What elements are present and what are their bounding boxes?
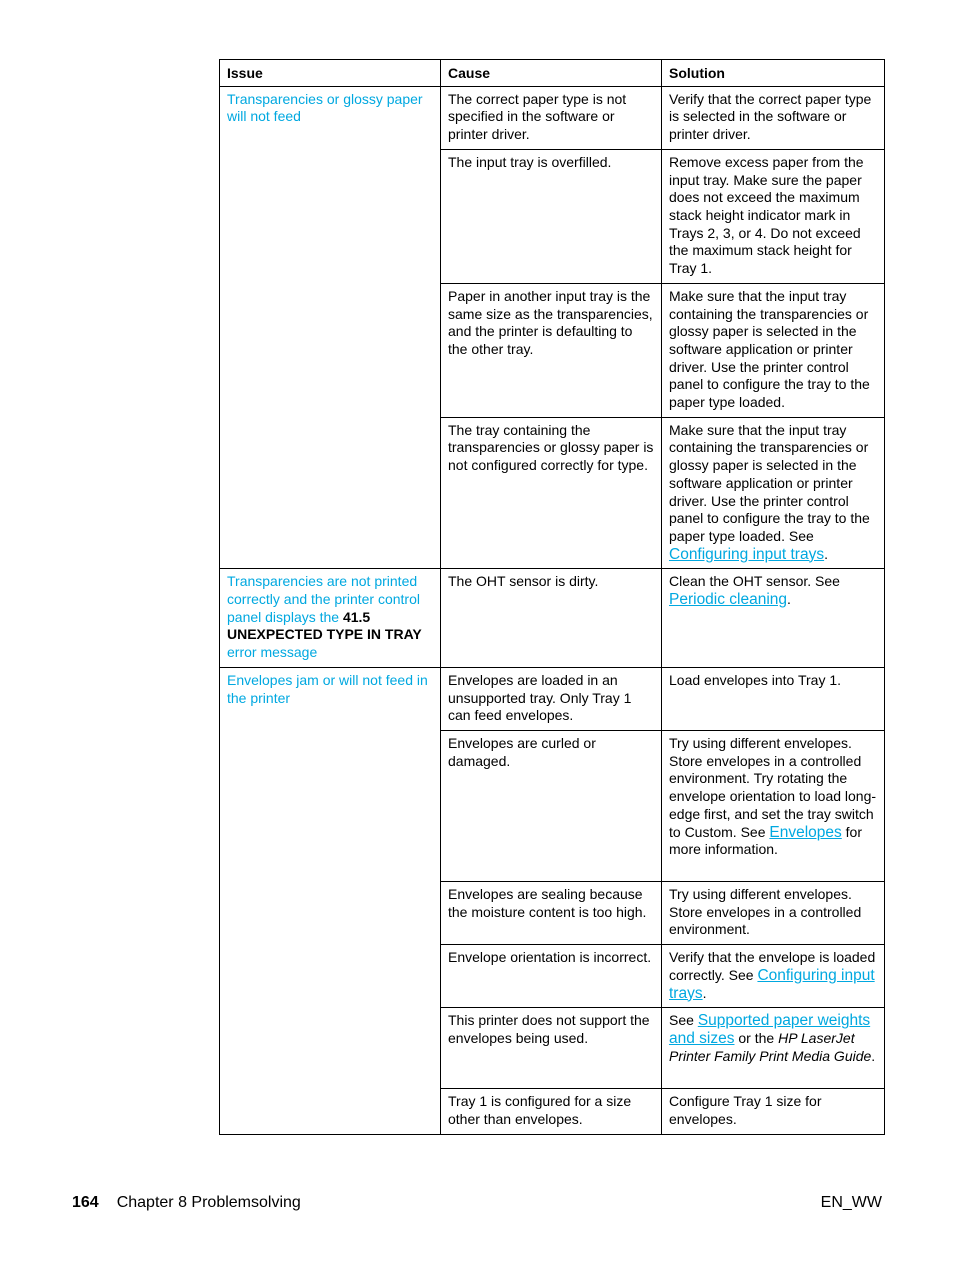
page-footer-left: [72, 1194, 301, 1212]
cause-cell: This printer does not support the envelopes being used.: [441, 1008, 662, 1089]
cause-cell: The OHT sensor is dirty.: [441, 569, 662, 668]
cause-cell: Envelope orientation is incorrect.: [441, 945, 662, 1008]
solution-cell: [662, 569, 885, 668]
solution-cell: [662, 730, 885, 881]
solution-cell: [662, 945, 885, 1008]
header-issue: Issue: [220, 60, 441, 87]
solution-text: for more information.: [669, 823, 863, 858]
solution-text: .: [871, 1047, 876, 1064]
solution-cell: Configure Tray 1 size for envelopes.: [662, 1089, 885, 1134]
solution-text: Clean the OHT sensor. See: [669, 573, 840, 590]
issue-cell[interactable]: Envelopes jam or will not feed in the printer: [220, 667, 441, 1134]
cause-cell: Envelopes are sealing because the moisture content is too high.: [441, 881, 662, 944]
solution-text: or the: [734, 1029, 779, 1046]
solution-text: Try using different envelopes. Store envelopes in a controlled environment. Try rotating the envelope orientation to load long-edge first, and set the tray switch to Custom. See: [669, 734, 877, 840]
configuring-input-trays-link[interactable]: Configuring input trays: [669, 545, 825, 563]
cause-cell: The tray containing the transparencies or glossy paper is not configured correctly for type.: [441, 417, 662, 569]
table-row: [220, 569, 885, 668]
solution-text: .: [787, 591, 791, 608]
supported-paper-weights-link[interactable]: Supported paper weights and sizes: [669, 1012, 871, 1047]
solution-text: See: [669, 1012, 698, 1029]
solution-text: Verify that the envelope is loaded correctly. See: [669, 949, 876, 983]
troubleshooting-table: [219, 59, 885, 1135]
configuring-input-trays-link[interactable]: Configuring input trays: [669, 966, 875, 1002]
issue-text: error message: [227, 644, 318, 661]
solution-cell: [662, 417, 885, 569]
envelopes-link[interactable]: Envelopes: [769, 823, 842, 841]
header-solution: Solution: [662, 60, 885, 87]
solution-cell: Make sure that the input tray containing the transparencies or glossy paper is selected in the software application or printer driver. Use the printer control panel to configure the tray to the paper type loaded.: [662, 283, 885, 417]
issue-cell[interactable]: [220, 569, 441, 668]
issue-text: Transparencies are not printed correctly and the printer control panel displays the: [227, 573, 420, 625]
solution-cell: [662, 1008, 885, 1089]
solution-cell: Verify that the correct paper type is selected in the software or printer driver.: [662, 86, 885, 149]
cause-cell: Tray 1 is configured for a size other than envelopes.: [441, 1089, 662, 1134]
page-footer-right: EN_WW: [820, 1194, 882, 1211]
table-header-row: [220, 60, 885, 87]
periodic-cleaning-link[interactable]: Periodic cleaning: [669, 591, 788, 609]
error-code: 41.5 UNEXPECTED TYPE IN TRAY: [227, 608, 422, 643]
table-row: [220, 667, 885, 730]
solution-text: .: [824, 545, 828, 562]
cause-cell: The input tray is overfilled.: [441, 149, 662, 283]
cause-cell: Envelopes are loaded in an unsupported tray. Only Tray 1 can feed envelopes.: [441, 667, 662, 730]
cause-cell: Envelopes are curled or damaged.: [441, 730, 662, 881]
solution-text: Make sure that the input tray containing the transparencies or glossy paper is selected in the software application or printer driver. Use the printer control panel to configure the tray to the paper type loaded. See: [669, 421, 870, 544]
cause-cell: Paper in another input tray is the same size as the transparencies, and the printer is defaulting to the other tray.: [441, 283, 662, 417]
solution-cell: Remove excess paper from the input tray. Make sure the paper does not exceed the maximum stack height indicator mark in Trays 2, 3, or 4. Do not exceed the maximum stack height for Tray 1.: [662, 149, 885, 283]
header-cause: Cause: [441, 60, 662, 87]
solution-cell: Load envelopes into Tray 1.: [662, 667, 885, 730]
solution-cell: Try using different envelopes. Store envelopes in a controlled environment.: [662, 881, 885, 944]
cause-cell: The correct paper type is not specified in the software or printer driver.: [441, 86, 662, 149]
chapter-title: Chapter 8 Problemsolving: [116, 1194, 301, 1211]
media-guide-title: HP LaserJet Printer Family Print Media Guide: [669, 1029, 872, 1064]
solution-text: .: [702, 984, 707, 1001]
table-row: [220, 86, 885, 149]
issue-cell[interactable]: Transparencies or glossy paper will not feed: [220, 86, 441, 569]
page-number: 164: [72, 1194, 99, 1211]
